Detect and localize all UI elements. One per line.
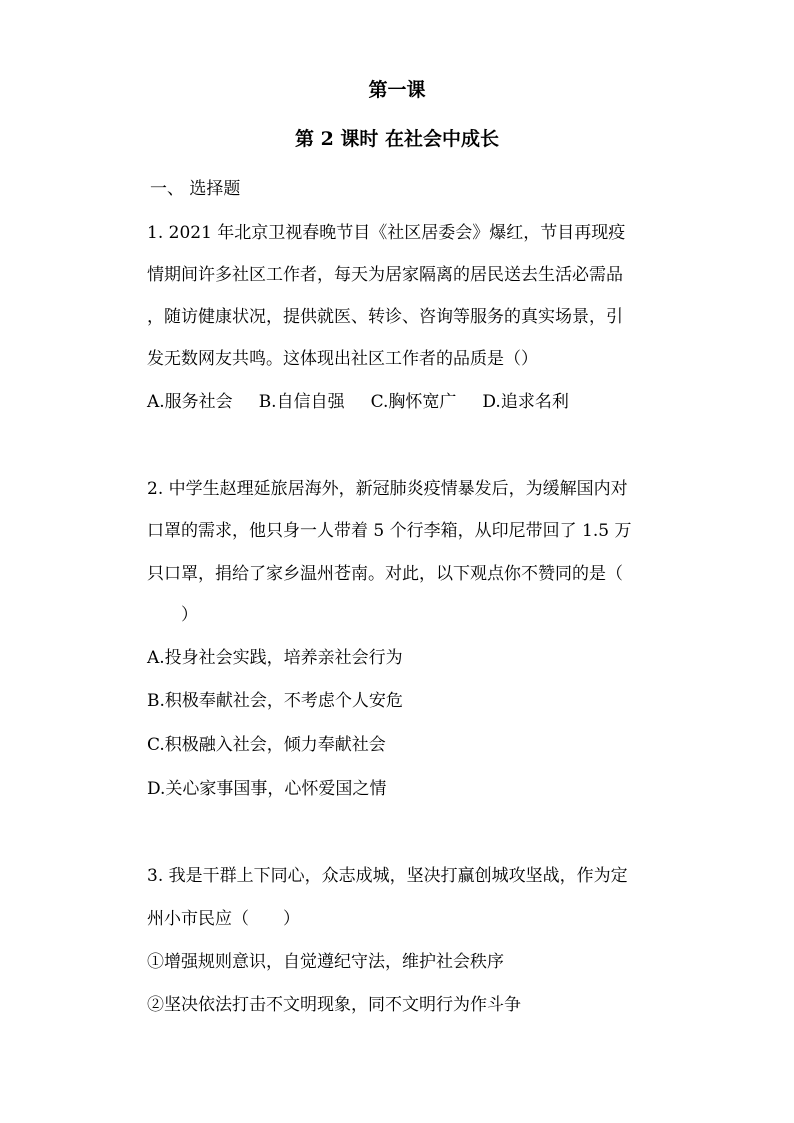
question-2-option-b: B.积极奉献社会，不考虑个人安危	[147, 691, 403, 711]
question-1-line-1: 1. 2021 年北京卫视春晚节目《社区居委会》爆红，节目再现疫	[147, 223, 626, 243]
question-3-item-1: ①增强规则意识，自觉遵纪守法，维护社会秩序	[147, 952, 504, 972]
question-2-line-2: 口罩的需求，他只身一人带着 5 个行李箱，从印尼带回了 1.5 万	[147, 521, 632, 541]
question-2-line-1: 2. 中学生赵理延旅居海外，新冠肺炎疫情暴发后，为缓解国内对	[147, 479, 628, 499]
page-subtitle: 第 2 课时 在社会中成长	[294, 128, 500, 150]
question-1-option-a: A.服务社会	[147, 392, 233, 412]
section-heading: 一、 选择题	[150, 179, 241, 199]
question-1-option-b: B.自信自强	[258, 392, 345, 412]
question-2-option-d: D.关心家事国事，心怀爱国之情	[147, 779, 387, 799]
question-3-line-2: 州小市民应（ ）	[147, 909, 300, 929]
question-1-line-4: 发无数网友共鸣。这体现出社区工作者的品质是（）	[147, 349, 538, 369]
question-2-line-4: ）	[147, 605, 198, 625]
question-1-line-2: 情期间许多社区工作者，每天为居家隔离的居民送去生活必需品	[147, 265, 623, 285]
question-3-item-2: ②坚决依法打击不文明现象，同不文明行为作斗争	[147, 995, 521, 1015]
question-3-line-1: 3. 我是干群上下同心，众志成城，坚决打赢创城攻坚战，作为定	[147, 866, 628, 886]
question-1-options	[147, 391, 595, 413]
question-2-option-c: C.积极融入社会，倾力奉献社会	[147, 735, 386, 755]
question-1-line-3: ，随访健康状况，提供就医、转诊、咨询等服务的真实场景，引	[147, 307, 623, 327]
question-1-option-c: C.胸怀宽广	[370, 392, 457, 412]
page-title: 第一课	[368, 79, 426, 101]
question-1-option-d: D.追求名利	[482, 392, 569, 412]
question-2-line-3: 只口罩，捐给了家乡温州苍南。对此，以下观点你不赞同的是（	[147, 564, 623, 584]
question-2-option-a: A.投身社会实践，培养亲社会行为	[147, 648, 403, 668]
